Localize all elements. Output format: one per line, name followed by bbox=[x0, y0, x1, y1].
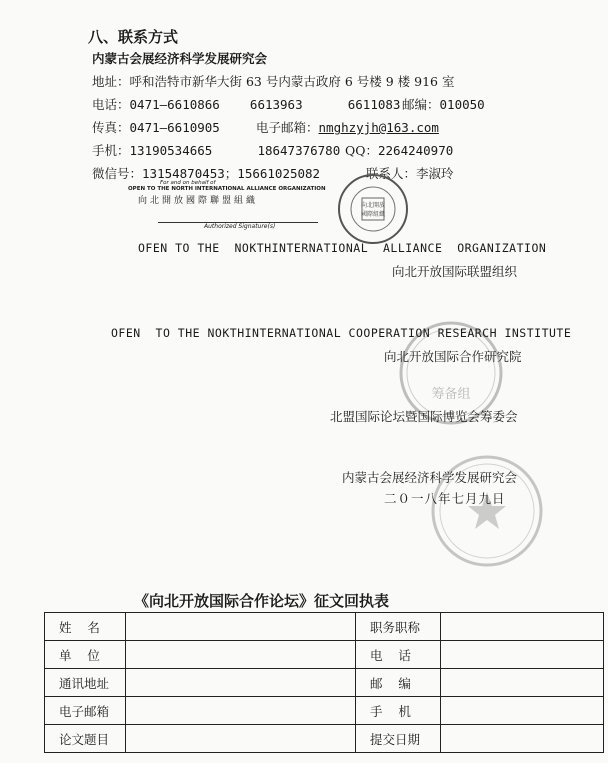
form-row bbox=[45, 669, 604, 697]
phone-values: 0471—6610866 6613963 6611083 bbox=[129, 97, 401, 112]
alliance-seal-icon bbox=[336, 172, 410, 246]
form-field-address[interactable] bbox=[126, 669, 356, 697]
email-value[interactable]: nmghzyjh@163.com bbox=[318, 120, 439, 135]
form-field-submit-date[interactable] bbox=[441, 725, 604, 753]
signature-org-cn: 向北開放國際聯盟組織 bbox=[138, 196, 259, 206]
form-field-email[interactable] bbox=[126, 697, 356, 725]
stamp-center-text: 筹备组 bbox=[431, 387, 471, 402]
form-label-phone: 电 话 bbox=[356, 641, 441, 669]
organizer-name: 内蒙古会展经济科学发展研究会 bbox=[92, 51, 268, 66]
form-label-email: 电子邮箱 bbox=[45, 697, 126, 725]
form-label-name: 姓 名 bbox=[45, 613, 126, 641]
signature-block bbox=[118, 180, 328, 230]
form-label-unit: 单 位 bbox=[45, 641, 126, 669]
form-field-phone[interactable] bbox=[441, 641, 604, 669]
qq-label: QQ： bbox=[345, 143, 378, 158]
form-row bbox=[45, 697, 604, 725]
contact-value: 李淑玲 bbox=[416, 166, 454, 181]
form-field-title[interactable] bbox=[441, 613, 604, 641]
form-row bbox=[45, 725, 604, 753]
fax-value: 0471—6610905 bbox=[129, 120, 220, 135]
svg-text:國際組織: 國際組織 bbox=[360, 211, 386, 218]
email-label: 电子邮箱： bbox=[256, 120, 319, 135]
section-heading: 八、联系方式 bbox=[88, 28, 179, 46]
form-field-zip[interactable] bbox=[441, 669, 604, 697]
form-row bbox=[45, 613, 604, 641]
zip-label: 邮编： bbox=[402, 97, 440, 112]
form-label-address: 通讯地址 bbox=[45, 669, 126, 697]
email-line bbox=[256, 118, 439, 136]
mobile-values: 13190534665 18647376780 bbox=[129, 143, 341, 158]
form-label-zip: 邮 编 bbox=[356, 669, 441, 697]
qq-line bbox=[345, 141, 453, 159]
form-label-paper-title: 论文题目 bbox=[45, 725, 126, 753]
signature-org-en: OPEN TO THE NORTH INTERNATIONAL ALLIANCE ORGANIZATION bbox=[128, 186, 326, 192]
form-field-mobile[interactable] bbox=[441, 697, 604, 725]
form-field-name[interactable] bbox=[126, 613, 356, 641]
form-label-mobile: 手 机 bbox=[356, 697, 441, 725]
receipt-form-table bbox=[44, 612, 604, 753]
form-row bbox=[45, 641, 604, 669]
phone-line bbox=[92, 95, 400, 113]
wechat-label: 微信号： bbox=[92, 166, 143, 181]
signatory-2-en: OFEN TO THE NOKTHINTERNATIONAL COOPERATION RESEARCH INSTITUTE bbox=[111, 326, 572, 340]
zip-value: 010050 bbox=[439, 97, 485, 112]
form-field-unit[interactable] bbox=[126, 641, 356, 669]
mobile-line bbox=[92, 141, 340, 159]
signatory-1-cn: 向北开放国际联盟组织 bbox=[392, 264, 518, 279]
signatory-3-cn: 北盟国际论坛暨国际博览会筹委会 bbox=[330, 409, 518, 424]
svg-text:向北開放: 向北開放 bbox=[360, 202, 386, 209]
signatory-4-cn: 内蒙古会展经济科学发展研究会 bbox=[342, 470, 518, 485]
form-label-title: 职务职称 bbox=[356, 613, 441, 641]
zip-line bbox=[402, 95, 485, 113]
signature-authorized: Authorized Signature(s) bbox=[204, 223, 276, 230]
fax-label: 传真： bbox=[92, 120, 130, 135]
wechat-values: 13154870453；15661025082 bbox=[142, 166, 321, 181]
address-line: 地址：呼和浩特市新华大街 63 号内蒙古政府 6 号楼 9 楼 916 室 bbox=[92, 74, 455, 89]
signatory-2-cn: 向北开放国际合作研究院 bbox=[384, 349, 522, 364]
contact-label: 联系人： bbox=[366, 166, 417, 181]
form-field-paper-title[interactable] bbox=[126, 725, 356, 753]
form-title: 《向北开放国际合作论坛》征文回执表 bbox=[134, 592, 390, 610]
phone-label: 电话： bbox=[92, 97, 130, 112]
signatory-1-en: OFEN TO THE NOKTHINTERNATIONAL ALLIANCE ORGANIZATION bbox=[138, 241, 547, 255]
fax-line bbox=[92, 118, 220, 136]
signature-for-behalf: For and on behalf of bbox=[160, 180, 216, 186]
issue-date: 二０一八年七月九日 bbox=[384, 491, 506, 506]
mobile-label: 手机： bbox=[92, 143, 130, 158]
qq-value: 2264240970 bbox=[378, 143, 454, 158]
form-label-submit-date: 提交日期 bbox=[356, 725, 441, 753]
